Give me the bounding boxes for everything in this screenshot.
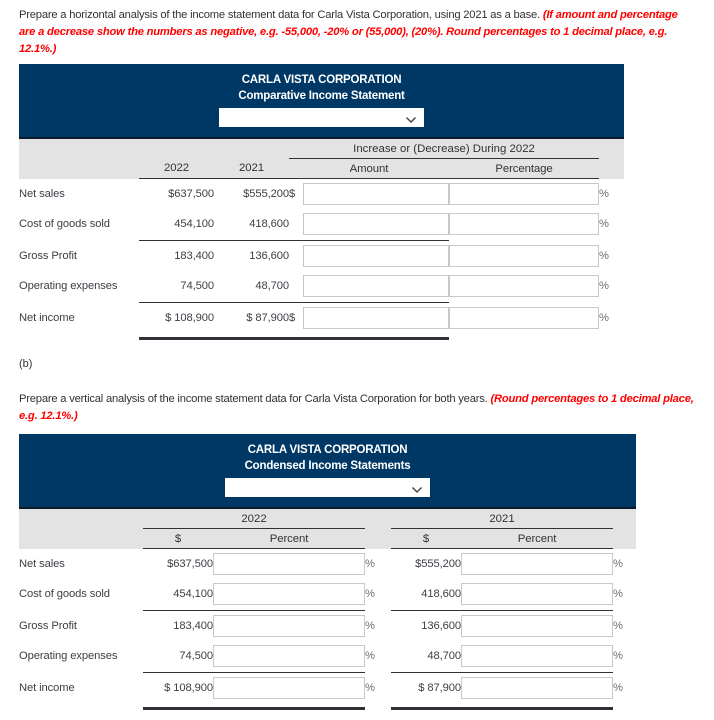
table2-percent-input-2021-3[interactable]	[461, 645, 613, 667]
table1-percent-input-0[interactable]	[449, 183, 599, 205]
table2-row-2022-3: 74,500	[179, 650, 213, 663]
instruction-part-b-plain: Prepare a vertical analysis of the income statement data for Carla Vista Corporation for both years.	[19, 393, 491, 405]
table1-amount-input-2[interactable]	[303, 245, 449, 267]
table1-col-2022: 2022	[139, 159, 214, 179]
table2-row-label-2: Gross Profit	[19, 619, 77, 632]
table1-percent-input-3[interactable]	[449, 275, 599, 297]
table2-row-label-0: Net sales	[19, 557, 65, 570]
table-row	[19, 611, 636, 642]
instruction-part-a-plain: Prepare a horizontal analysis of the income statement data for Carla Vista Corporation, using 2021 as a base.	[19, 9, 543, 21]
table1-row-2022-2: 183,400	[174, 250, 214, 263]
table2-percent-symbol-2022-4: %	[365, 681, 375, 694]
table1-amount-input-4[interactable]	[303, 307, 449, 329]
table2-percent-symbol-2022-2: %	[365, 619, 375, 632]
table2-percent-input-2021-4[interactable]	[461, 677, 613, 699]
table2-percent-symbol-2021-2: %	[613, 619, 623, 632]
table1-period-select[interactable]	[219, 108, 424, 127]
table2-year-header-row	[19, 509, 636, 529]
table1-amount-input-0[interactable]	[303, 183, 449, 205]
table2-year-2022-header: 2022	[143, 509, 365, 529]
table1-col-amount: Amount	[289, 159, 449, 179]
table2-col-dollar-2021: $	[391, 529, 461, 549]
table2-column-header-row	[19, 529, 636, 549]
table2-row-2022-2: 183,400	[173, 620, 213, 633]
table1-row-2021-3: 48,700	[255, 280, 289, 293]
table1-row-label-4: Net income	[19, 311, 75, 324]
table2-row-label-4: Net income	[19, 681, 75, 694]
table1-span-header: Increase or (Decrease) During 2022	[289, 139, 599, 159]
table1-statement-name: Comparative Income Statement	[238, 89, 405, 102]
table2-col-dollar-2022: $	[143, 529, 213, 549]
table-row	[19, 241, 624, 272]
table2-percent-input-2022-1[interactable]	[213, 583, 365, 605]
table1-amount-dollar-0: $	[289, 188, 296, 201]
table2-percent-input-2022-3[interactable]	[213, 645, 365, 667]
instruction-part-a	[19, 7, 695, 58]
table1-row-label-2: Gross Profit	[19, 249, 77, 262]
table1-percent-symbol-1: %	[599, 218, 609, 231]
table2-percent-symbol-2022-0: %	[365, 557, 375, 570]
table2-row-2021-1: 418,600	[421, 588, 461, 601]
chevron-down-icon	[411, 483, 420, 492]
table2-percent-symbol-2022-1: %	[365, 588, 375, 601]
instruction-part-a-emphasis: (If amount and percentage are a decrease show the numbers as negative, e.g. -55,000, -20% or (55,000), (20%). Round percentages to 1 decimal place, e.g. 12.1%.)	[19, 9, 678, 56]
table1-col-percentage: Percentage	[449, 159, 599, 179]
table2-row-label-3: Operating expenses	[19, 650, 118, 663]
table-row	[19, 641, 636, 671]
table-row	[19, 271, 624, 301]
table1-percent-input-2[interactable]	[449, 245, 599, 267]
table1-row-label-0: Net sales	[19, 187, 65, 200]
table1-row-2022-1: 454,100	[174, 218, 214, 231]
table2-row-2021-2: 136,600	[421, 620, 461, 633]
table2-percent-input-2021-0[interactable]	[461, 553, 613, 575]
table1-percent-input-4[interactable]	[449, 307, 599, 329]
table2-percent-input-2022-0[interactable]	[213, 553, 365, 575]
table1-title-band	[19, 64, 624, 139]
table1-row-2021-1: 418,600	[249, 218, 289, 231]
table1-amount-dollar-1	[289, 209, 303, 239]
table2-statement-name: Condensed Income Statements	[244, 459, 411, 472]
comparative-income-statement-table	[19, 64, 624, 340]
table2-total-rule	[19, 703, 636, 709]
table1-percent-symbol-2: %	[599, 249, 609, 262]
table-row	[19, 673, 636, 704]
part-b-label: (b)	[19, 358, 33, 370]
table1-amount-dollar-2	[289, 241, 303, 272]
table-row	[19, 303, 624, 334]
table1-amount-dollar-4: $	[289, 312, 296, 325]
table1-row-2021-4: $ 87,900	[246, 312, 289, 325]
table1-amount-input-3[interactable]	[303, 275, 449, 297]
table2-percent-input-2021-2[interactable]	[461, 615, 613, 637]
instruction-part-b-emphasis: (Round percentages to 1 decimal place, e.g. 12.1%.)	[19, 393, 694, 423]
table2-percent-symbol-2021-4: %	[613, 681, 623, 694]
table2-row-2022-0: $637,500	[167, 558, 213, 571]
table2-row-2022-4: $ 108,900	[164, 682, 213, 695]
table-row	[19, 209, 624, 239]
table1-row-label-1: Cost of goods sold	[19, 218, 110, 231]
table2-percent-symbol-2021-1: %	[613, 588, 623, 601]
table1-row-2022-4: $ 108,900	[165, 312, 214, 325]
table1-row-2022-0: $637,500	[168, 188, 214, 201]
table2-percent-input-2022-4[interactable]	[213, 677, 365, 699]
table2-company-name: CARLA VISTA CORPORATION	[247, 444, 408, 456]
table-row	[19, 579, 636, 609]
table2-year-2021-header: 2021	[391, 509, 613, 529]
table2-row-label-1: Cost of goods sold	[19, 588, 110, 601]
table1-col-2021: 2021	[214, 159, 289, 179]
table2-percent-symbol-2022-3: %	[365, 650, 375, 663]
table1-row-2021-2: 136,600	[249, 250, 289, 263]
chevron-down-icon	[405, 113, 414, 122]
table2-percent-input-2021-1[interactable]	[461, 583, 613, 605]
table2-title-band	[19, 434, 636, 509]
table1-percent-input-1[interactable]	[449, 213, 599, 235]
table-row	[19, 549, 636, 580]
table1-company-name: CARLA VISTA CORPORATION	[241, 74, 402, 86]
table1-row-2021-0: $555,200	[243, 188, 289, 201]
table1-grid	[19, 139, 624, 340]
table2-period-select[interactable]	[225, 478, 430, 497]
table1-percent-symbol-3: %	[599, 280, 609, 293]
table2-grid	[19, 509, 636, 710]
table2-row-2021-3: 48,700	[427, 650, 461, 663]
table1-percent-symbol-0: %	[599, 187, 609, 200]
instruction-part-b	[19, 391, 705, 425]
table2-percent-input-2022-2[interactable]	[213, 615, 365, 637]
table1-total-rule	[19, 333, 624, 339]
table1-amount-input-1[interactable]	[303, 213, 449, 235]
table1-column-header-row	[19, 159, 624, 179]
table1-span-header-row	[19, 139, 624, 159]
table2-percent-symbol-2021-3: %	[613, 650, 623, 663]
table2-row-2022-1: 454,100	[173, 588, 213, 601]
table2-row-2021-0: $555,200	[415, 558, 461, 571]
table1-amount-dollar-3	[289, 271, 303, 301]
table1-row-2022-3: 74,500	[180, 280, 214, 293]
table1-percent-symbol-4: %	[599, 311, 609, 324]
table1-row-label-3: Operating expenses	[19, 280, 118, 293]
table2-col-percent-2021: Percent	[461, 529, 613, 549]
condensed-income-statements-table	[19, 434, 636, 710]
table2-row-2021-4: $ 87,900	[418, 682, 461, 695]
table2-percent-symbol-2021-0: %	[613, 557, 623, 570]
table-row	[19, 179, 624, 210]
table2-col-percent-2022: Percent	[213, 529, 365, 549]
